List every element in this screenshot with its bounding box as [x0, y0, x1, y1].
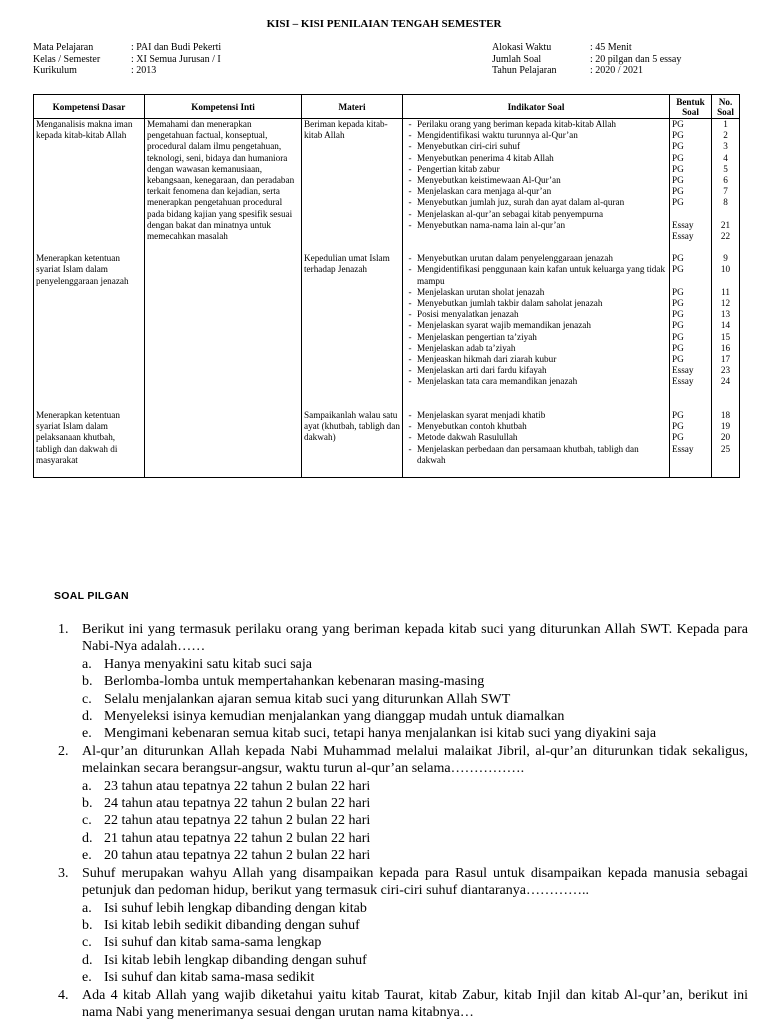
option-text: Mengimani kebenaran semua kitab suci, tetapi hanya menjalankan isi kitab suci yang diyakini saja [104, 726, 657, 742]
materi-cell: Sampaikanlah walau satu ayat (khutbah, tabligh dan dakwah) [302, 410, 403, 478]
option-text: 24 tahun atau tepatnya 22 tahun 2 bulan 22 hari [104, 796, 371, 812]
no-soal-value: 15 [720, 331, 731, 342]
no-soal-value: 11 [721, 286, 730, 297]
option-letter: a. [82, 656, 92, 672]
spacer [714, 399, 737, 410]
answer-option [58, 830, 748, 847]
option-text: Isi kitab lebih lengkap dibanding dengan suhuf [104, 952, 367, 968]
bullet-dash: - [408, 410, 412, 421]
indikator-text: Mengidentifikasi penggunaan kain kafan untuk keluarga yang tidak mampu [417, 264, 666, 286]
spacer [672, 388, 709, 399]
no-soal-value: 25 [720, 443, 731, 454]
bentuk-soal-cell [670, 410, 712, 478]
no-soal-value: 22 [720, 230, 731, 241]
meta-value: : XI Semua Jurusan / I [131, 53, 221, 65]
answer-option [58, 795, 748, 812]
kompetensi-inti-cell [145, 253, 302, 410]
answer-option [58, 725, 748, 742]
bentuk-soal-value: Essay [672, 443, 694, 454]
indikator-item [403, 164, 669, 175]
bullet-dash: - [408, 175, 412, 186]
table-row [34, 410, 740, 478]
indikator-item [403, 186, 669, 197]
indikator-item [403, 343, 669, 354]
header-kompetensi-dasar: Kompetensi Dasar [34, 95, 145, 119]
bullet-dash: - [408, 354, 412, 365]
option-letter: a. [82, 900, 92, 916]
bullet-dash: - [408, 119, 412, 129]
bullet-dash: - [408, 331, 412, 342]
meta-value: : 20 pilgan dan 5 essay [590, 53, 682, 65]
bullet-dash: - [408, 298, 412, 309]
spacer [672, 209, 709, 220]
indikator-item [403, 365, 669, 376]
no-soal-value: 5 [723, 163, 728, 174]
indikator-item [403, 354, 669, 365]
materi-cell: Beriman kepada kitab-kitab Allah [302, 119, 403, 254]
bentuk-soal-value: PG [672, 309, 684, 320]
spacer [714, 455, 737, 466]
indikator-text: Menjelaskan syarat wajib memandikan jenazah [417, 320, 591, 331]
option-text: 22 tahun atau tepatnya 22 tahun 2 bulan 22 hari [104, 813, 371, 829]
indikator-text: Menjelaskan perbedaan dan persamaan khutbah, tabligh dan dakwah [417, 443, 639, 465]
spacer [672, 399, 709, 410]
question-text: Suhuf merupakan wahyu Allah yang disampaikan kepada para Rasul untuk disampaikan kepada manusia sebagai petunjuk dan pedoman hidup, berikut yang termasuk ciri-ciri suhuf diantaranya………….. [82, 865, 748, 899]
kompetensi-inti-cell: Memahami dan menerapkan pengetahuan factual, konseptual, procedural dalam ilmu pengetahuan, teknologi, seni, bidaya dan humaniora dengan wawasan kemanusiaan, kebangsaan, kenegaraan, dan peradaban terkait fenomena dan kejadian, serta menerapkan pengetahuan procedural pada bidang kajian yang spesifik sesuai dengan bakat dan minatnya untuk memecahkan masalah [145, 119, 302, 254]
indikator-item [403, 175, 669, 186]
bentuk-soal-value: PG [672, 342, 684, 353]
document-title: KISI – KISI PENILAIAN TENGAH SEMESTER [266, 18, 502, 30]
indikator-item [403, 209, 669, 220]
bentuk-soal-value: PG [672, 130, 684, 141]
question-item [58, 987, 748, 1022]
answer-option [58, 847, 748, 864]
table-row [34, 253, 740, 410]
indikator-text: Menjelaskan tata cara memandikan jenazah [417, 376, 578, 387]
no-soal-value: 20 [720, 432, 731, 443]
indikator-item [403, 309, 669, 320]
indikator-item [403, 444, 669, 466]
indikator-item [403, 376, 669, 387]
bentuk-soal-cell [670, 253, 712, 410]
meta-label: Mata Pelajaran [33, 42, 94, 53]
question-item [58, 865, 748, 900]
no-soal-value: 4 [723, 152, 728, 163]
no-soal-value: 17 [720, 353, 731, 364]
spacer [672, 466, 709, 477]
bentuk-soal-value: PG [672, 432, 684, 443]
indikator-item [403, 119, 669, 130]
option-letter: c. [82, 935, 92, 951]
bullet-dash: - [408, 286, 412, 297]
meta-label: Kurikulum [33, 65, 77, 76]
indikator-item [403, 332, 669, 343]
answer-option [58, 934, 748, 951]
indikator-text: Menjelaskan pengertian ta’ziyah [417, 331, 537, 342]
no-soal-value: 13 [720, 309, 731, 320]
indikator-text: Menjelaskan al-qur’an sebagai kitab penyempurna [417, 208, 604, 219]
option-letter: b. [82, 796, 93, 812]
option-letter: d. [82, 830, 93, 846]
bentuk-soal-value: PG [672, 197, 684, 208]
option-letter: d. [82, 952, 93, 968]
bentuk-soal-value: PG [672, 163, 684, 174]
spacer [403, 399, 669, 410]
no-soal-value: 23 [720, 365, 731, 376]
question-text: Ada 4 kitab Allah yang wajib diketahui yaitu kitab Taurat, kitab Zabur, kitab Injil dan kitab Al-qur’an, berikut ini nama Nabi yang menerimanya sesuai dengan urutan nama kitabnya… [82, 987, 748, 1020]
bentuk-soal-value: Essay [672, 219, 694, 230]
kisi-table [33, 94, 740, 478]
bullet-dash: - [408, 208, 412, 219]
indikator-text: Mengidentifikasi waktu turunnya al-Qur’an [417, 130, 578, 141]
bentuk-soal-value: PG [672, 331, 684, 342]
bullet-dash: - [408, 152, 412, 163]
question-item [58, 621, 748, 656]
bullet-dash: - [408, 421, 412, 432]
kompetensi-dasar-cell: Menganalisis makna iman kepada kitab-kitab Allah [34, 119, 145, 254]
header-indikator: Indikator Soal [403, 95, 670, 119]
bullet-dash: - [408, 163, 412, 174]
no-soal-value: 16 [720, 342, 731, 353]
answer-option [58, 952, 748, 969]
bullet-dash: - [408, 309, 412, 320]
meta-label: Tahun Pelajaran [492, 65, 557, 76]
option-letter: d. [82, 709, 93, 725]
bentuk-soal-value: PG [672, 286, 684, 297]
indikator-text: Menyebutkan jumlah takbir dalam saholat jenazah [417, 298, 603, 309]
question-number: 2. [58, 743, 69, 759]
no-soal-value: 19 [720, 421, 731, 432]
bentuk-soal-value: Essay [672, 376, 694, 387]
option-text: 21 tahun atau tepatnya 22 tahun 2 bulan 22 hari [104, 830, 371, 846]
answer-option [58, 691, 748, 708]
bentuk-soal-cell [670, 119, 712, 254]
bullet-dash: - [408, 342, 412, 353]
bentuk-soal-value: PG [672, 141, 684, 152]
kompetensi-inti-cell [145, 410, 302, 478]
indikator-item [403, 410, 669, 421]
answer-option [58, 656, 748, 673]
option-letter: c. [82, 691, 92, 707]
indikator-text: Menjelaskan urutan sholat jenazah [417, 286, 545, 297]
no-soal-value: 3 [723, 141, 728, 152]
no-soal-value: 12 [720, 298, 731, 308]
bentuk-soal-value: PG [672, 298, 684, 308]
no-soal-value: 8 [723, 197, 728, 208]
spacer [714, 388, 737, 399]
indikator-text: Menyebutkan keistimewaan Al-Qur’an [417, 175, 561, 186]
meta-value: : 45 Menit [590, 42, 632, 53]
question-number: 4. [58, 987, 69, 1003]
no-soal-value: 21 [720, 219, 731, 230]
bullet-dash: - [408, 197, 412, 208]
bentuk-soal-value: PG [672, 174, 684, 185]
no-soal-value: 14 [720, 320, 731, 331]
no-soal-value: 1 [723, 119, 728, 129]
indikator-text: Menyebutkan nama-nama lain al-qur’an [417, 219, 566, 230]
question-number: 1. [58, 622, 69, 637]
kompetensi-dasar-cell: Menerapkan ketentuan syariat Islam dalam penyelenggaraan jenazah [34, 253, 145, 410]
indikator-cell [403, 253, 670, 410]
option-letter: a. [82, 778, 92, 794]
spacer [672, 276, 709, 287]
indikator-text: Pengertian kitab zabur [417, 163, 500, 174]
indikator-text: Menyebutkan contoh khutbah [417, 421, 527, 432]
option-text: Menyeleksi isinya kemudian menjalankan yang dianggap mudah untuk diamalkan [104, 709, 565, 725]
option-letter: b. [82, 674, 93, 690]
option-letter: e. [82, 726, 92, 742]
spacer [714, 242, 737, 253]
meta-label: Jumlah Soal [492, 53, 542, 65]
option-letter: b. [82, 917, 93, 933]
indikator-item [403, 130, 669, 141]
meta-value: : PAI dan Budi Pekerti [131, 42, 222, 53]
indikator-text: Perilaku orang yang beriman kepada kitab-kitab Allah [417, 119, 616, 129]
bentuk-soal-value: PG [672, 152, 684, 163]
indikator-item [403, 141, 669, 152]
bentuk-soal-value: PG [672, 119, 684, 129]
bentuk-soal-value: PG [672, 253, 684, 264]
bullet-dash: - [408, 264, 412, 275]
bullet-dash: - [408, 219, 412, 230]
bentuk-soal-value: PG [672, 421, 684, 432]
option-text: 20 tahun atau tepatnya 22 tahun 2 bulan 22 hari [104, 848, 371, 864]
indikator-text: Menyebutkan urutan dalam penyelenggaraan jenazah [417, 253, 613, 264]
answer-option [58, 900, 748, 917]
no-soal-cell [712, 253, 740, 410]
meta-left [33, 42, 221, 77]
option-text: Berlomba-lomba untuk mempertahankan kebenaran masing-masing [104, 674, 485, 690]
answer-option [58, 917, 748, 934]
table-header-row [34, 95, 740, 119]
indikator-item [403, 153, 669, 164]
spacer [403, 388, 669, 399]
table-row [34, 119, 740, 254]
spacer [714, 276, 737, 287]
bullet-dash: - [408, 432, 412, 443]
indikator-item [403, 432, 669, 443]
indikator-text: Posisi menyalatkan jenazah [417, 309, 519, 320]
no-soal-cell [712, 410, 740, 478]
option-text: Hanya menyakini satu kitab suci saja [104, 656, 312, 672]
meta-row [33, 42, 221, 54]
answer-option [58, 812, 748, 829]
no-soal-cell [712, 119, 740, 254]
indikator-text: Menjelaskan arti dari fardu kifayah [417, 365, 547, 376]
meta-value: : 2020 / 2021 [590, 65, 644, 76]
question-number: 3. [58, 865, 69, 881]
option-letter: e. [82, 970, 92, 986]
bullet-dash: - [408, 186, 412, 197]
question-text: Berikut ini yang termasuk perilaku orang yang beriman kepada kitab suci yang diturunkan Allah SWT. Kepada para Nabi-Nya adalah…… [82, 622, 748, 655]
indikator-text: Menjelaskan adab ta’ziyah [417, 342, 516, 353]
indikator-cell [403, 119, 670, 254]
meta-row [33, 65, 221, 77]
soal-section-title: SOAL PILGAN [54, 590, 129, 602]
materi-cell: Kepedulian umat Islam terhadap Jenazah [302, 253, 403, 410]
bullet-dash: - [408, 365, 412, 376]
bullet-dash: - [408, 253, 412, 264]
header-bentuk-soal: Bentuk Soal [670, 95, 712, 119]
bentuk-soal-value: PG [672, 264, 684, 275]
bentuk-soal-value: PG [672, 410, 684, 421]
meta-row [33, 54, 221, 66]
option-text: Selalu menjalankan ajaran semua kitab suci yang diturunkan Allah SWT [104, 691, 511, 707]
bullet-dash: - [408, 443, 412, 454]
question-item [58, 743, 748, 778]
meta-label: Alokasi Waktu [492, 42, 552, 53]
bentuk-soal-value: PG [672, 320, 684, 331]
indikator-text: Metode dakwah Rasulullah [417, 432, 518, 443]
bentuk-soal-value: Essay [672, 365, 694, 376]
question-text: Al-qur’an diturunkan Allah kepada Nabi Muhammad melalui malaikat Jibril, al-qur’an diturunkan tidak sekaligus, melainkan secara berangsur-angsur, waktu turun al-qur’an selama……………. [82, 743, 748, 777]
spacer [403, 231, 669, 242]
header-no-soal: No. Soal [712, 95, 740, 119]
no-soal-value: 24 [720, 376, 731, 387]
no-soal-value: 10 [720, 264, 731, 275]
spacer [714, 209, 737, 220]
indikator-item [403, 197, 669, 208]
meta-row [492, 42, 681, 54]
no-soal-value: 2 [723, 130, 728, 141]
option-letter: e. [82, 848, 92, 864]
option-text: 23 tahun atau tepatnya 22 tahun 2 bulan 22 hari [104, 778, 371, 794]
meta-row [492, 65, 681, 77]
bullet-dash: - [408, 130, 412, 141]
no-soal-value: 7 [723, 186, 728, 197]
meta-right [492, 42, 681, 77]
answer-option [58, 778, 748, 795]
spacer [403, 466, 669, 477]
bentuk-soal-value: PG [672, 353, 684, 364]
no-soal-value: 9 [723, 253, 728, 264]
meta-label: Kelas / Semester [33, 53, 101, 65]
meta-value: : 2013 [131, 65, 157, 76]
question-list [58, 621, 748, 1021]
indikator-text: Menyebutkan penerima 4 kitab Allah [417, 152, 554, 163]
bullet-dash: - [408, 141, 412, 152]
kompetensi-dasar-cell: Menerapkan ketentuan syariat Islam dalam pelaksanaan khutbah, tabligh dan dakwah di masyarakat [34, 410, 145, 478]
answer-option [58, 673, 748, 690]
indikator-item [403, 220, 669, 231]
indikator-text: Menjelaskan syarat menjadi khatib [417, 410, 546, 421]
spacer [672, 455, 709, 466]
option-text: Isi suhuf dan kitab sama-masa sedikit [104, 970, 315, 986]
option-letter: c. [82, 813, 92, 829]
no-soal-value: 6 [723, 174, 728, 185]
answer-option [58, 708, 748, 725]
option-text: Isi suhuf lebih lengkap dibanding dengan kitab [104, 900, 367, 916]
answer-option [58, 969, 748, 986]
no-soal-value: 18 [720, 410, 731, 421]
header-materi: Materi [302, 95, 403, 119]
spacer [672, 242, 709, 253]
meta-row [492, 54, 681, 66]
option-text: Isi kitab lebih sedikit dibanding dengan suhuf [104, 917, 360, 933]
indikator-cell [403, 410, 670, 478]
indikator-item [403, 287, 669, 298]
bullet-dash: - [408, 376, 412, 387]
bullet-dash: - [408, 320, 412, 331]
indikator-text: Menjeaskan hikmah dari ziarah kubur [417, 354, 557, 365]
option-text: Isi suhuf dan kitab sama-sama lengkap [104, 935, 322, 951]
indikator-item [403, 421, 669, 432]
indikator-item [403, 298, 669, 309]
indikator-text: Menyebutkan ciri-ciri suhuf [417, 141, 521, 152]
bentuk-soal-value: PG [672, 186, 684, 197]
bentuk-soal-value: Essay [672, 230, 694, 241]
spacer [714, 466, 737, 477]
indikator-item [403, 253, 669, 264]
header-kompetensi-inti: Kompetensi Inti [145, 95, 302, 119]
indikator-text: Menyebutkan jumlah juz, surah dan ayat dalam al-quran [417, 197, 625, 208]
indikator-text: Menjelaskan cara menjaga al-qur’an [417, 186, 552, 197]
indikator-item [403, 264, 669, 286]
indikator-item [403, 320, 669, 331]
